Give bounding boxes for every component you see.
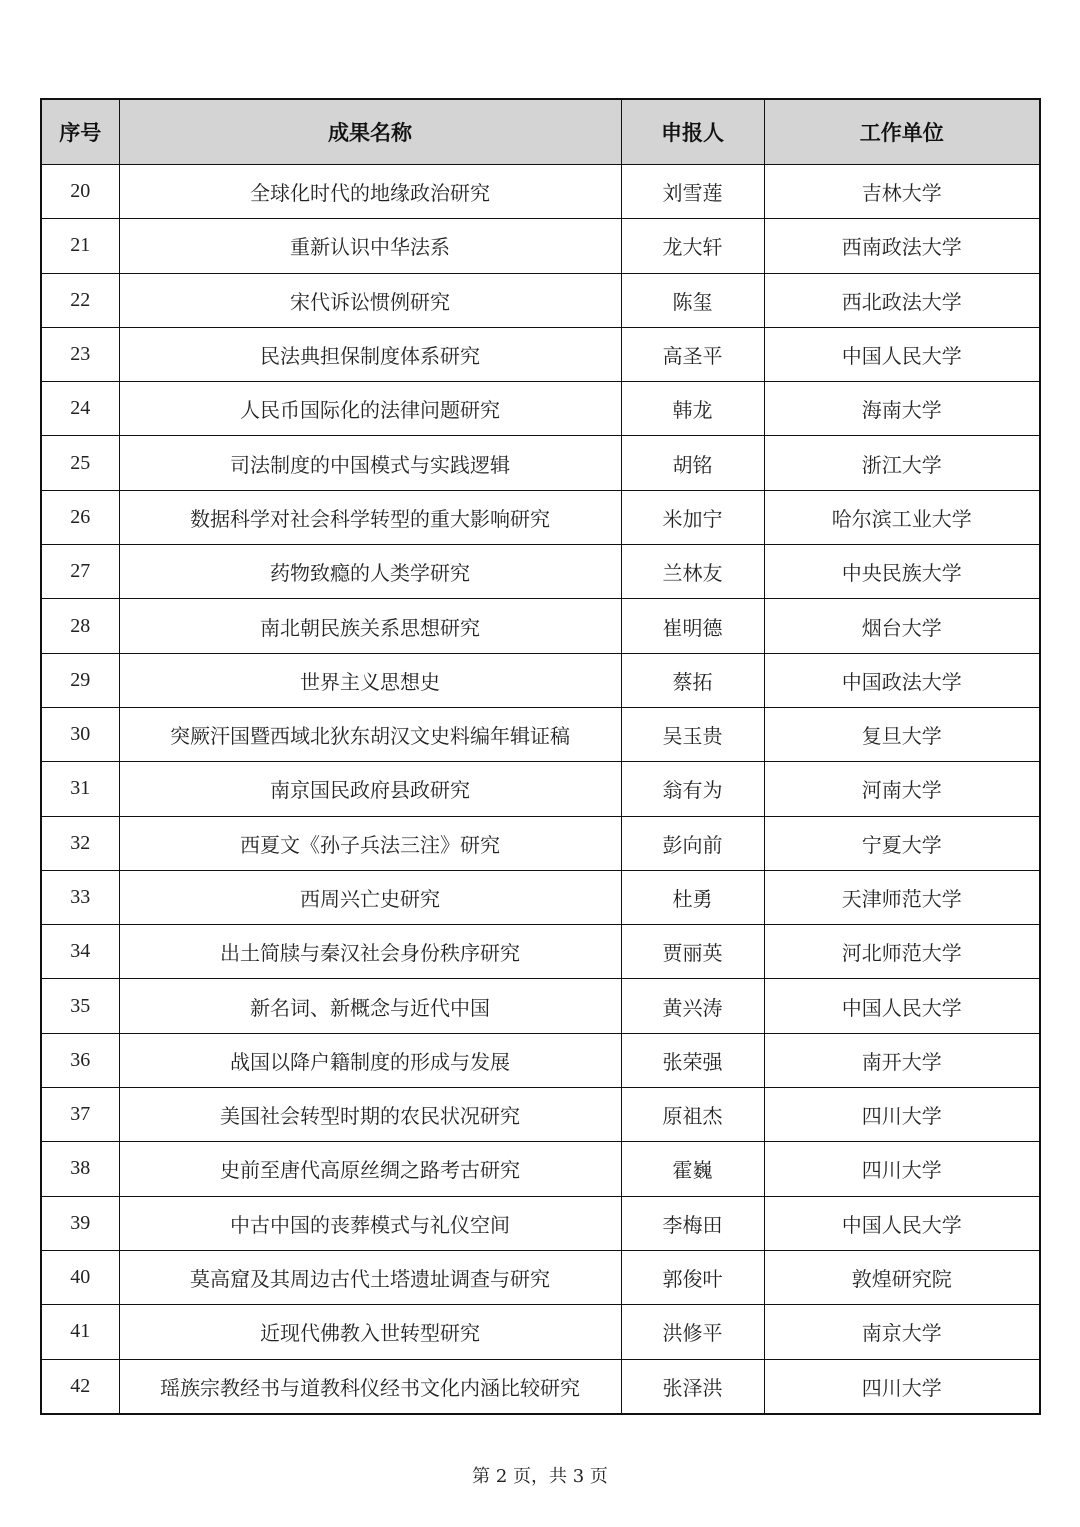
row-number-cell: 35 — [41, 979, 119, 1033]
institution-cell: 南京大学 — [764, 1305, 1040, 1359]
table-row — [41, 870, 1040, 924]
title-cell: 瑶族宗教经书与道教科仪经书文化内涵比较研究 — [119, 1359, 621, 1414]
row-number-cell: 30 — [41, 707, 119, 761]
institution-cell: 复旦大学 — [764, 707, 1040, 761]
institution-cell: 吉林大学 — [764, 165, 1040, 219]
title-cell: 南京国民政府县政研究 — [119, 762, 621, 816]
table-row — [41, 545, 1040, 599]
table-row — [41, 653, 1040, 707]
applicant-cell: 郭俊叶 — [621, 1250, 764, 1304]
applicant-cell: 兰林友 — [621, 545, 764, 599]
table-row — [41, 707, 1040, 761]
applicant-cell: 张泽洪 — [621, 1359, 764, 1414]
title-cell: 全球化时代的地缘政治研究 — [119, 165, 621, 219]
title-cell: 中古中国的丧葬模式与礼仪空间 — [119, 1196, 621, 1250]
header-person: 申报人 — [621, 99, 764, 165]
row-number-cell: 38 — [41, 1142, 119, 1196]
title-cell: 近现代佛教入世转型研究 — [119, 1305, 621, 1359]
institution-cell: 河南大学 — [764, 762, 1040, 816]
row-number-cell: 32 — [41, 816, 119, 870]
row-number-cell: 41 — [41, 1305, 119, 1359]
table-row — [41, 1305, 1040, 1359]
table-header — [41, 99, 1040, 165]
institution-cell: 敦煌研究院 — [764, 1250, 1040, 1304]
table-row — [41, 1088, 1040, 1142]
table-row — [41, 1142, 1040, 1196]
row-number-cell: 27 — [41, 545, 119, 599]
table-row — [41, 327, 1040, 381]
row-number-cell: 39 — [41, 1196, 119, 1250]
institution-cell: 哈尔滨工业大学 — [764, 490, 1040, 544]
title-cell: 西夏文《孙子兵法三注》研究 — [119, 816, 621, 870]
row-number-cell: 20 — [41, 165, 119, 219]
applicant-cell: 龙大轩 — [621, 219, 764, 273]
row-number-cell: 34 — [41, 925, 119, 979]
institution-cell: 浙江大学 — [764, 436, 1040, 490]
institution-cell: 宁夏大学 — [764, 816, 1040, 870]
table-row — [41, 599, 1040, 653]
institution-cell: 四川大学 — [764, 1142, 1040, 1196]
row-number-cell: 22 — [41, 273, 119, 327]
institution-cell: 中国政法大学 — [764, 653, 1040, 707]
header-unit: 工作单位 — [764, 99, 1040, 165]
header-no: 序号 — [41, 99, 119, 165]
applicant-cell: 翁有为 — [621, 762, 764, 816]
applicant-cell: 杜勇 — [621, 870, 764, 924]
applicant-cell: 胡铭 — [621, 436, 764, 490]
title-cell: 民法典担保制度体系研究 — [119, 327, 621, 381]
title-cell: 莫高窟及其周边古代土塔遗址调查与研究 — [119, 1250, 621, 1304]
table-row — [41, 165, 1040, 219]
applicant-cell: 贾丽英 — [621, 925, 764, 979]
applicant-cell: 李梅田 — [621, 1196, 764, 1250]
institution-cell: 天津师范大学 — [764, 870, 1040, 924]
institution-cell: 河北师范大学 — [764, 925, 1040, 979]
institution-cell: 中国人民大学 — [764, 1196, 1040, 1250]
row-number-cell: 31 — [41, 762, 119, 816]
table-body — [41, 165, 1040, 1414]
institution-cell: 中国人民大学 — [764, 327, 1040, 381]
page-number: 第 2 页，共 3 页 — [472, 1466, 608, 1487]
table-row — [41, 1250, 1040, 1304]
institution-cell: 中央民族大学 — [764, 545, 1040, 599]
row-number-cell: 40 — [41, 1250, 119, 1304]
title-cell: 宋代诉讼惯例研究 — [119, 273, 621, 327]
applicant-cell: 陈玺 — [621, 273, 764, 327]
institution-cell: 西南政法大学 — [764, 219, 1040, 273]
title-cell: 世界主义思想史 — [119, 653, 621, 707]
row-number-cell: 37 — [41, 1088, 119, 1142]
row-number-cell: 25 — [41, 436, 119, 490]
institution-cell: 西北政法大学 — [764, 273, 1040, 327]
row-number-cell: 21 — [41, 219, 119, 273]
institution-cell: 中国人民大学 — [764, 979, 1040, 1033]
applicant-cell: 米加宁 — [621, 490, 764, 544]
title-cell: 新名词、新概念与近代中国 — [119, 979, 621, 1033]
table-row — [41, 1196, 1040, 1250]
table-row — [41, 273, 1040, 327]
header-row — [41, 99, 1040, 165]
title-cell: 重新认识中华法系 — [119, 219, 621, 273]
title-cell: 药物致瘾的人类学研究 — [119, 545, 621, 599]
institution-cell: 四川大学 — [764, 1088, 1040, 1142]
title-cell: 突厥汗国暨西域北狄东胡汉文史料编年辑证稿 — [119, 707, 621, 761]
title-cell: 数据科学对社会科学转型的重大影响研究 — [119, 490, 621, 544]
applicant-cell: 崔明德 — [621, 599, 764, 653]
table-row — [41, 219, 1040, 273]
applicant-cell: 吴玉贵 — [621, 707, 764, 761]
title-cell: 人民币国际化的法律问题研究 — [119, 382, 621, 436]
institution-cell: 四川大学 — [764, 1359, 1040, 1414]
applicant-cell: 洪修平 — [621, 1305, 764, 1359]
applicant-cell: 韩龙 — [621, 382, 764, 436]
applicant-cell: 霍巍 — [621, 1142, 764, 1196]
row-number-cell: 24 — [41, 382, 119, 436]
table-row — [41, 382, 1040, 436]
table-row — [41, 979, 1040, 1033]
results-table — [40, 98, 1041, 1415]
applicant-cell: 黄兴涛 — [621, 979, 764, 1033]
title-cell: 史前至唐代高原丝绸之路考古研究 — [119, 1142, 621, 1196]
table-row — [41, 436, 1040, 490]
table-row — [41, 762, 1040, 816]
table-row — [41, 1033, 1040, 1087]
applicant-cell: 刘雪莲 — [621, 165, 764, 219]
title-cell: 战国以降户籍制度的形成与发展 — [119, 1033, 621, 1087]
title-cell: 美国社会转型时期的农民状况研究 — [119, 1088, 621, 1142]
row-number-cell: 42 — [41, 1359, 119, 1414]
row-number-cell: 28 — [41, 599, 119, 653]
table-row — [41, 925, 1040, 979]
table-row — [41, 490, 1040, 544]
row-number-cell: 29 — [41, 653, 119, 707]
table-row — [41, 1359, 1040, 1414]
title-cell: 司法制度的中国模式与实践逻辑 — [119, 436, 621, 490]
institution-cell: 海南大学 — [764, 382, 1040, 436]
applicant-cell: 蔡拓 — [621, 653, 764, 707]
table-row — [41, 816, 1040, 870]
row-number-cell: 36 — [41, 1033, 119, 1087]
applicant-cell: 张荣强 — [621, 1033, 764, 1087]
institution-cell: 烟台大学 — [764, 599, 1040, 653]
title-cell: 西周兴亡史研究 — [119, 870, 621, 924]
applicant-cell: 彭向前 — [621, 816, 764, 870]
row-number-cell: 33 — [41, 870, 119, 924]
header-title: 成果名称 — [119, 99, 621, 165]
row-number-cell: 23 — [41, 327, 119, 381]
applicant-cell: 高圣平 — [621, 327, 764, 381]
row-number-cell: 26 — [41, 490, 119, 544]
applicant-cell: 原祖杰 — [621, 1088, 764, 1142]
institution-cell: 南开大学 — [764, 1033, 1040, 1087]
title-cell: 南北朝民族关系思想研究 — [119, 599, 621, 653]
title-cell: 出土简牍与秦汉社会身份秩序研究 — [119, 925, 621, 979]
